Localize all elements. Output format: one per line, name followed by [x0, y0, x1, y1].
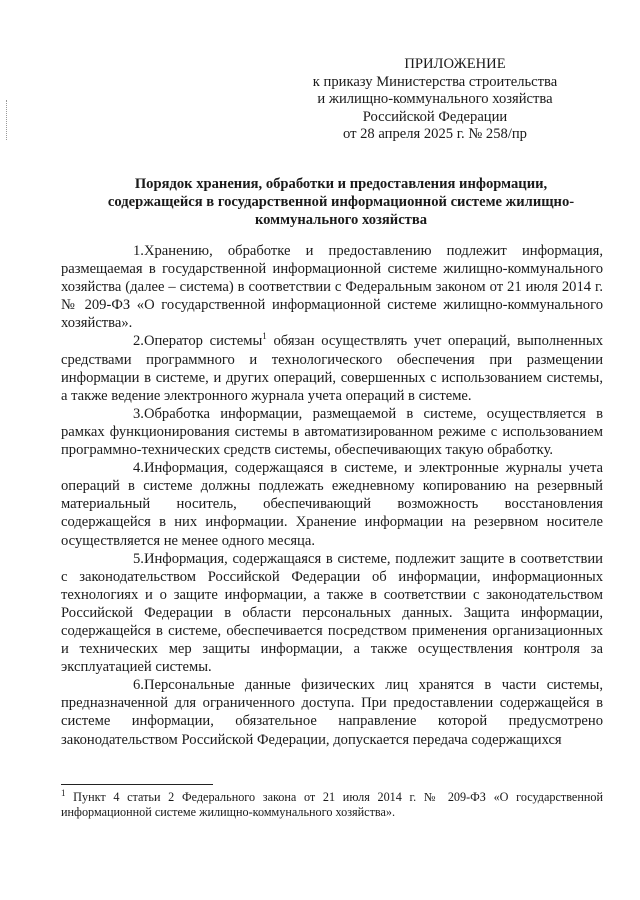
paragraph-text: Персональные данные физических лиц хранятся в части системы, предназначенной для ограниченного доступа. При предоставлении содержащейся в системе информации, обязательное направление которой предусмотрено законодательством Российской Федерации, допускается передача содержащихся [61, 677, 603, 748]
appendix-header [300, 56, 570, 144]
paragraph-2 [61, 332, 603, 404]
paragraph-text: Оператор системы [143, 333, 263, 350]
paragraph-1 [61, 242, 603, 332]
paragraph-number: 5. [133, 550, 144, 567]
paragraph-5 [61, 550, 603, 677]
paragraph-text: Информация, содержащаяся в системе, и электронные журналы учета операций в системе должны подлежать ежедневному копированию на резервный материальный носитель, обеспечивающий возможность восстановления содержащейся в них информации. Хранение информации на резервном носителе осуществляется не менее одного месяца. [61, 460, 603, 549]
paragraph-text: Хранению, обработке и предоставлению подлежит информация, размещаемая в государственной информационной системе жилищно-коммунального хозяйства (далее – система) в соответствии с Федеральным законом от 21 июля 2014 г. № 209-ФЗ «О государственной информационной системе жилищно-коммунального хозяйства». [61, 243, 603, 332]
paragraph-text-cont: обязан осуществлять учет операций, выполненных средствами программного и технологического обеспечения при размещении информации в системе, и других операций, совершенных с использованием системы, а также ведение электронного журнала учета операций в системе. [61, 333, 603, 404]
appendix-title: ПРИЛОЖЕНИЕ [404, 56, 506, 72]
footnote [61, 787, 603, 820]
appendix-line-1: к приказу Министерства строительства [312, 73, 558, 90]
paragraph-text: Информация, содержащаяся в системе, подлежит защите в соответствии с законодательством Российской Федерации об информации, информационных технологиях и о защите информации, а также в соответствии с законодательством Российской Федерации в области персональных данных. Защита информации, содержащейся в системе, обеспечивается посредством применения организационных и технических мер защиты информации, а также осуществления контроля за эксплуатацией системы. [61, 550, 603, 676]
appendix-line-2: и жилищно-коммунального хозяйства [317, 91, 553, 107]
paragraph-number: 4. [133, 460, 144, 477]
document-title: Порядок хранения, обработки и предоставления информации, содержащейся в государственной информационной системе жилищно-коммунального хозяйства [107, 176, 575, 228]
appendix-line-4: от 28 апреля 2025 г. № 258/пр [343, 126, 527, 142]
paragraph-number: 3. [133, 405, 144, 422]
footnote-divider [61, 784, 213, 785]
paragraph-text: Обработка информации, размещаемой в системе, осуществляется в рамках функционирования системы в автоматизированном режиме с использованием программно-технических средств системы, обеспечивающих такую обработку. [61, 405, 603, 459]
scan-margin-mark [6, 100, 10, 140]
footnote-text: Пункт 4 статьи 2 Федерального закона от 21 июля 2014 г. № 209-ФЗ «О государственной информационной системе жилищно-коммунального хозяйства». [61, 790, 603, 819]
paragraph-4 [61, 459, 603, 549]
paragraph-3 [61, 405, 603, 459]
paragraph-number: 6. [133, 677, 144, 694]
footnote-ref: 1 [262, 331, 267, 342]
paragraph-6 [61, 676, 603, 748]
paragraph-number: 1. [133, 243, 144, 259]
document-body [61, 242, 603, 749]
appendix-line-3: Российской Федерации [362, 108, 508, 125]
paragraph-number: 2. [133, 333, 144, 350]
footnote-mark: 1 [61, 787, 66, 798]
